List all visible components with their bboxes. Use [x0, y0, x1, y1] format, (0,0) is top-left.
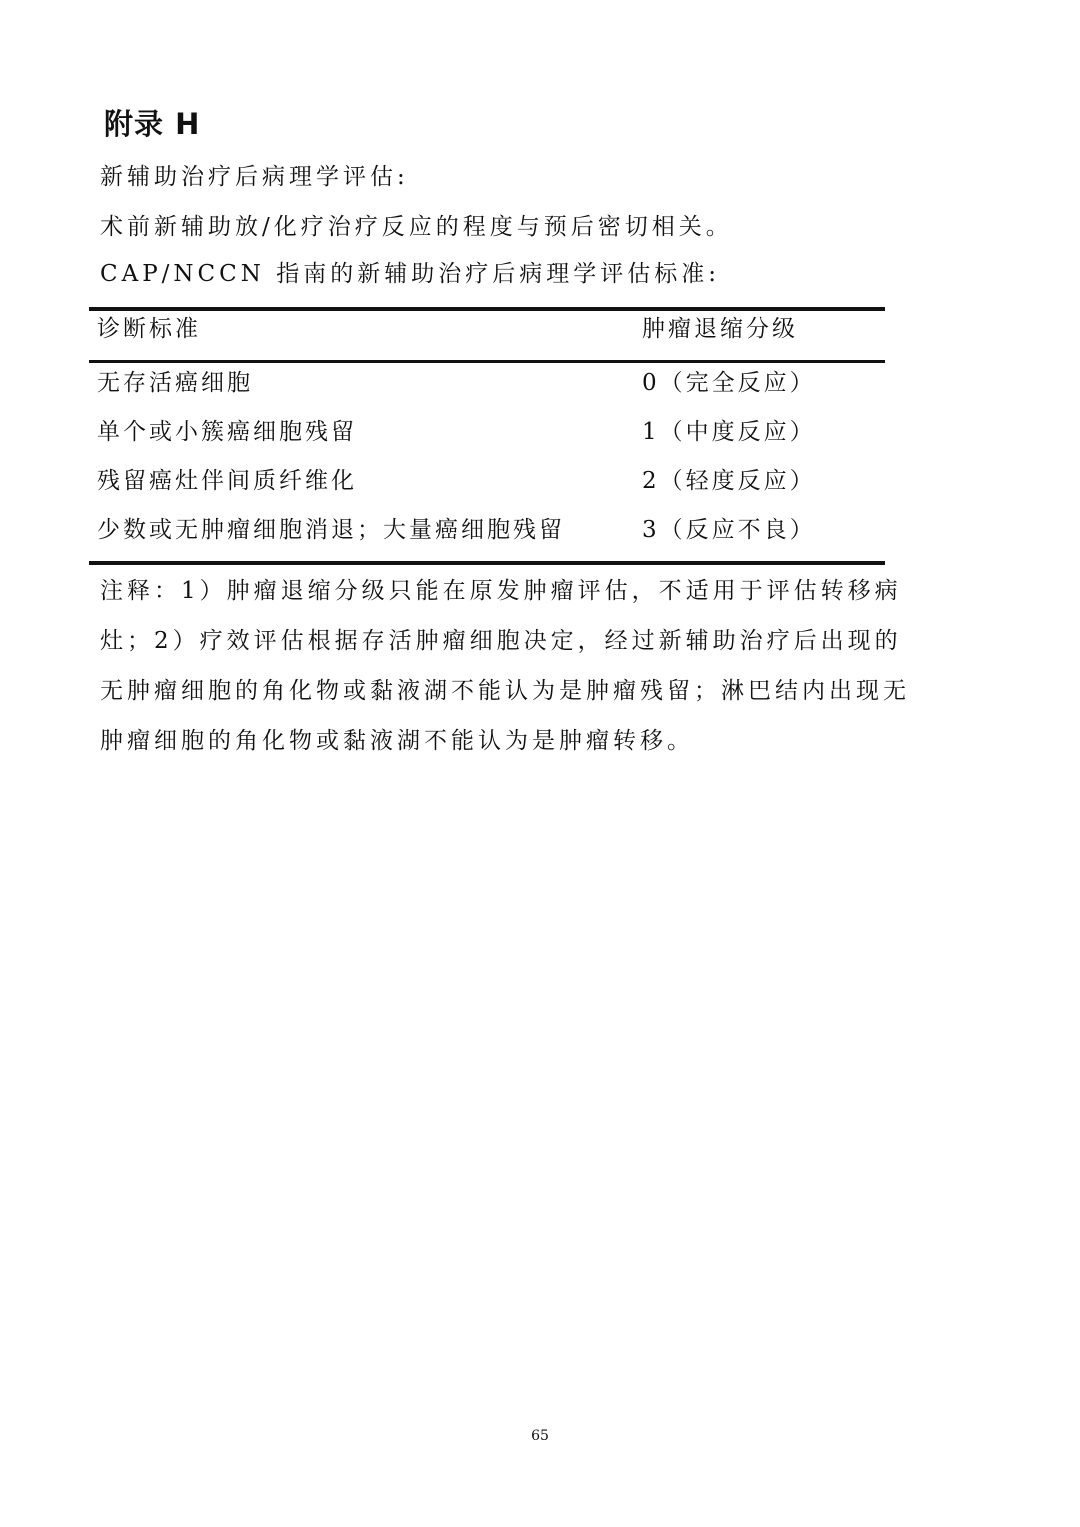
- table-note: [100, 566, 910, 766]
- table-cell-grade: 0（完全反应）: [642, 370, 816, 396]
- table-header-criteria: 诊断标准: [97, 316, 201, 342]
- appendix-heading: 附录 H: [104, 107, 201, 141]
- table-top-rule: [89, 307, 885, 311]
- table-header-grade: 肿瘤退缩分级: [642, 316, 798, 342]
- note-line: 注释：1）肿瘤退缩分级只能在原发肿瘤评估，不适用于评估转移病: [100, 578, 902, 604]
- table-cell-grade: 1（中度反应）: [642, 419, 816, 445]
- note-line: 灶；2）疗效评估根据存活肿瘤细胞决定，经过新辅助治疗后出现的: [100, 628, 902, 654]
- table-cell-criteria: 少数或无肿瘤细胞消退；大量癌细胞残留: [97, 517, 565, 543]
- intro-line-2: 术前新辅助放/化疗治疗反应的程度与预后密切相关。: [100, 214, 733, 240]
- note-line: 无肿瘤细胞的角化物或黏液湖不能认为是肿瘤残留；淋巴结内出现无: [100, 678, 910, 704]
- table-cell-criteria: 单个或小簇癌细胞残留: [97, 419, 357, 445]
- intro-line-3: CAP/NCCN 指南的新辅助治疗后病理学评估标准:: [100, 261, 720, 287]
- table-header-rule: [89, 360, 885, 363]
- note-line: 肿瘤细胞的角化物或黏液湖不能认为是肿瘤转移。: [100, 728, 694, 754]
- table-cell-criteria: 无存活癌细胞: [97, 370, 253, 396]
- table-cell-grade: 3（反应不良）: [642, 517, 816, 543]
- table-cell-grade: 2（轻度反应）: [642, 468, 816, 494]
- table-cell-criteria: 残留癌灶伴间质纤维化: [97, 468, 357, 494]
- table-bottom-rule: [89, 561, 885, 565]
- intro-line-1: 新辅助治疗后病理学评估:: [100, 164, 409, 190]
- page-number: 65: [531, 1428, 549, 1444]
